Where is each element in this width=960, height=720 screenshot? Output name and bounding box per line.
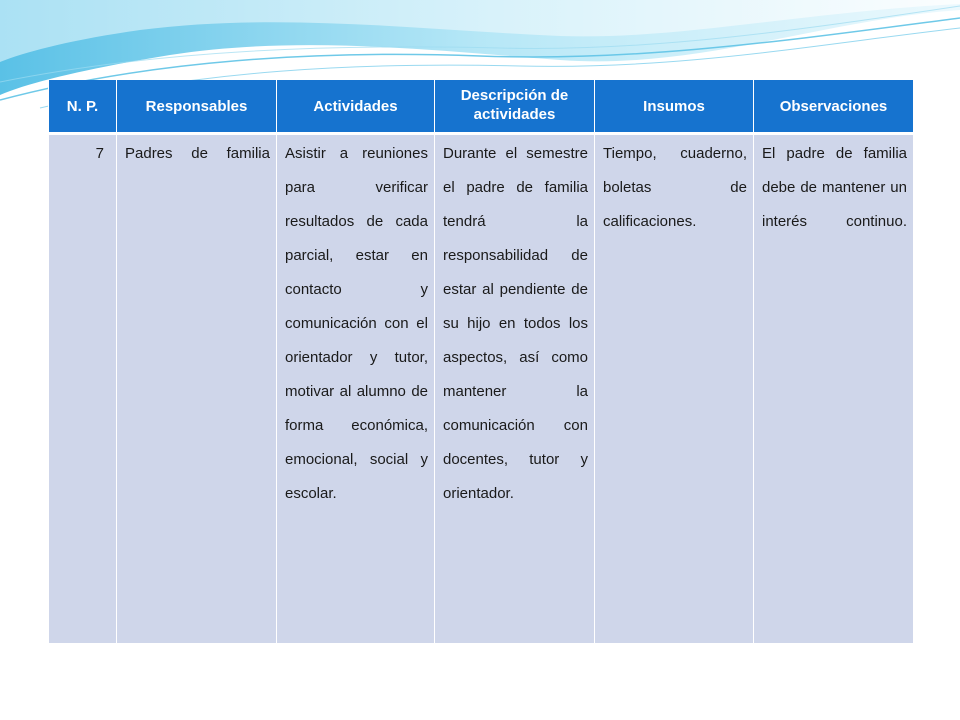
cell-observaciones-text: El padre de familia debe de mantener un interés continuo. xyxy=(762,145,907,230)
activities-table xyxy=(48,80,914,643)
cell-actividades xyxy=(277,134,435,644)
cell-responsables-text: Padres de familia xyxy=(125,145,270,162)
cell-observaciones xyxy=(754,134,914,644)
cell-insumos xyxy=(595,134,754,644)
header-descripcion: Descripción de actividades xyxy=(435,80,595,134)
cell-np xyxy=(49,134,117,644)
cell-descripcion xyxy=(435,134,595,644)
cell-np-text: 7 xyxy=(95,145,104,162)
cell-responsables xyxy=(117,134,277,644)
header-np: N. P. xyxy=(49,80,117,134)
header-actividades: Actividades xyxy=(277,80,435,134)
cell-insumos-text: Tiempo, cuaderno, boletas de calificaciones. xyxy=(603,145,747,230)
header-responsables: Responsables xyxy=(117,80,277,134)
cell-descripcion-text: Durante el semestre el padre de familia tendrá la responsabilidad de estar al pendiente de su hijo en todos los aspectos, así como mantener la comunicación con docentes, tutor y orientador. xyxy=(443,145,588,502)
header-insumos: Insumos xyxy=(595,80,754,134)
table-row xyxy=(49,134,914,644)
cell-actividades-text: Asistir a reuniones para verificar resultados de cada parcial, estar en contacto y comunicación con el orientador y tutor, motivar al alumno de forma económica, emocional, social y escolar. xyxy=(285,145,428,502)
table-header-row xyxy=(49,80,914,134)
header-observaciones: Observaciones xyxy=(754,80,914,134)
